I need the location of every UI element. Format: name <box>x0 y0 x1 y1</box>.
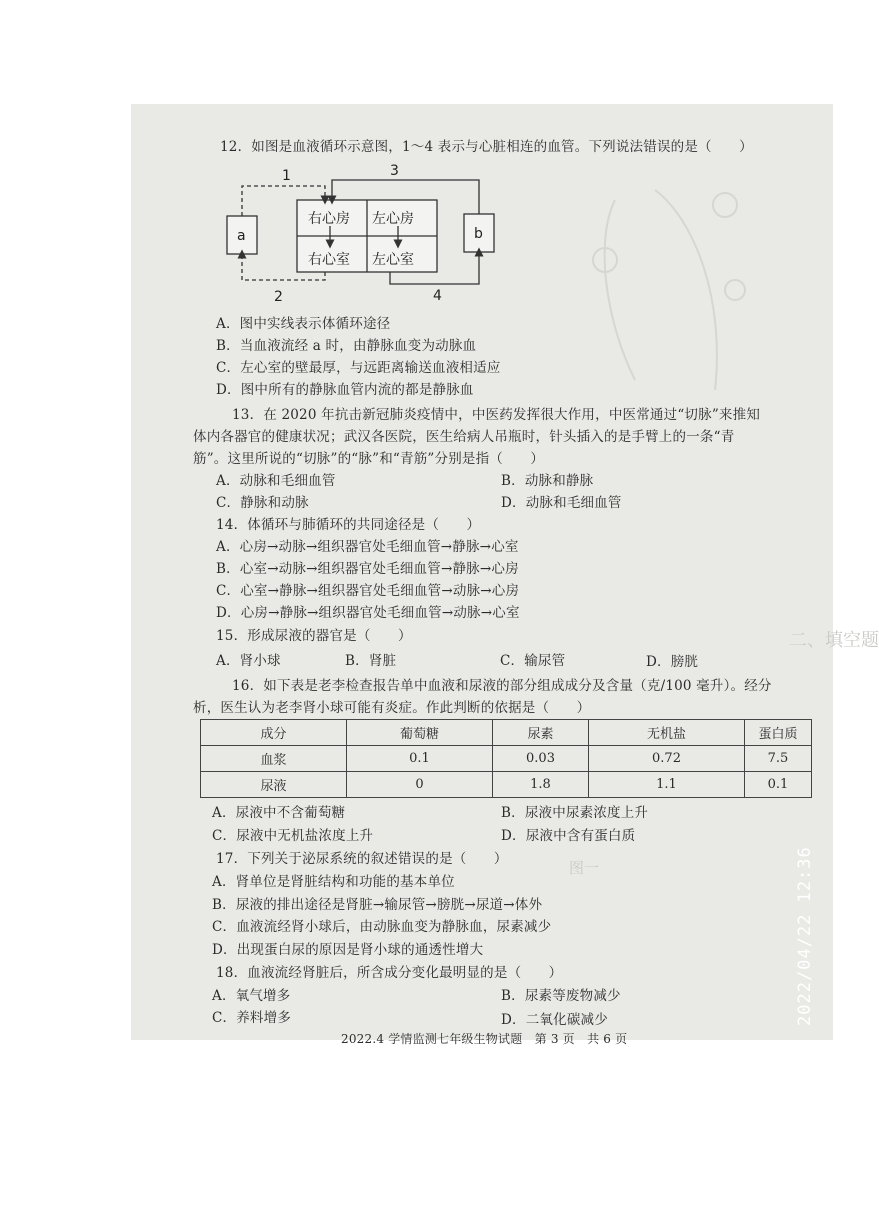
vessel-4-label: 4 <box>433 288 442 304</box>
q13-option-c: C．静脉和动脉 <box>216 495 309 511</box>
table-cell: 0 <box>347 772 493 798</box>
q16-line-2: 析，医生认为老李肾小球可能有炎症。作此判断的依据是（ ） <box>193 700 591 716</box>
q14-option-c: C．心室→静脉→组织器官处毛细血管→动脉→心房 <box>216 583 520 599</box>
q14-stem: 14．体循环与肺循环的共同途径是（ ） <box>216 517 481 533</box>
q13-option-b: B．动脉和静脉 <box>501 473 594 489</box>
chamber-right-ventricle: 右心室 <box>308 252 350 268</box>
chamber-left-atrium: 左心房 <box>372 211 414 227</box>
table-cell: 7.5 <box>745 746 812 772</box>
table-header-cell: 无机盐 <box>589 720 745 746</box>
vessel-1-label: 1 <box>282 168 291 184</box>
table-header-cell: 尿素 <box>493 720 589 746</box>
q18-option-d: D．二氧化碳减少 <box>501 1012 608 1028</box>
table-cell: 0.1 <box>745 772 812 798</box>
q12-option-b: B．当血液流经 a 时，由静脉血变为动脉血 <box>216 338 477 354</box>
q17-stem: 17．下列关于泌尿系统的叙述错误的是（ ） <box>216 851 508 867</box>
q12-option-a: A．图中实线表示体循环途径 <box>216 316 391 332</box>
table-cell: 血浆 <box>201 746 347 772</box>
q14-option-b: B．心室→动脉→组织器官处毛细血管→静脉→心房 <box>216 561 519 577</box>
q15-option-d: D．膀胱 <box>646 654 699 670</box>
table-cell: 1.8 <box>493 772 589 798</box>
page-footer-clip <box>131 1030 833 1046</box>
table-cell: 0.72 <box>589 746 745 772</box>
table-cell: 尿液 <box>201 772 347 798</box>
q13-option-a: A．动脉和毛细血管 <box>216 473 336 489</box>
q12-option-c: C．左心室的壁最厚，与远距离输送血液相适应 <box>216 360 501 376</box>
q16-option-b: B．尿液中尿素浓度上升 <box>501 805 649 821</box>
blood-urine-table <box>200 719 812 798</box>
table-header-cell: 葡萄糖 <box>347 720 493 746</box>
q17-option-a: A．肾单位是肾脏结构和功能的基本单位 <box>212 874 455 890</box>
q18-option-b: B．尿素等废物减少 <box>501 988 621 1004</box>
q13-line-2: 体内各器官的健康状况；武汉各医院，医生给病人吊瓶时，针头插入的是手臂上的一条“青 <box>193 429 735 445</box>
bleed-through-kidney-sketch <box>575 180 775 420</box>
q13-option-d: D．动脉和毛细血管 <box>501 495 622 511</box>
chamber-left-ventricle: 左心室 <box>372 252 414 268</box>
timestamp-text: 2022/04/22 12:36 <box>795 846 815 1026</box>
table-header-cell: 成分 <box>201 720 347 746</box>
q18-stem: 18．血液流经肾脏后，所含成分变化最明显的是（ ） <box>216 965 563 981</box>
organ-a-label: a <box>237 228 246 244</box>
q15-option-c: C．输尿管 <box>500 653 566 669</box>
chamber-right-atrium: 右心房 <box>308 211 350 227</box>
q15-option-b: B．肾脏 <box>345 653 397 669</box>
table-row <box>201 772 812 798</box>
q14-option-d: D．心房→静脉→组织器官处毛细血管→动脉→心室 <box>216 605 520 621</box>
q15-stem: 15．形成尿液的器官是（ ） <box>216 628 412 644</box>
bleed-figure-label: 图一 <box>569 859 600 877</box>
bleed-heading: 二、填空题 <box>789 630 879 651</box>
photo-timestamp <box>791 846 815 1028</box>
q16-option-d: D．尿液中含有蛋白质 <box>501 828 636 844</box>
q16-option-c: C．尿液中无机盐浓度上升 <box>212 828 374 844</box>
q17-option-b: B．尿液的排出途径是肾脏→输尿管→膀胱→尿道→体外 <box>212 897 543 913</box>
table-row <box>201 746 812 772</box>
organ-b-label: b <box>474 226 483 242</box>
table-cell: 0.1 <box>347 746 493 772</box>
q12-option-d: D．图中所有的静脉血管内流的都是静脉血 <box>216 382 474 398</box>
q14-option-a: A．心房→动脉→组织器官处毛细血管→静脉→心室 <box>216 539 519 555</box>
table-cell: 1.1 <box>589 772 745 798</box>
q13-line-1: 13．在 2020 年抗击新冠肺炎疫情中，中医药发挥很大作用，中医常通过“切脉”来推知 <box>232 407 761 423</box>
table-header-row <box>201 720 812 746</box>
vessel-2-label: 2 <box>274 289 283 305</box>
q18-option-c: C．养料增多 <box>212 1010 292 1026</box>
q12-stem: 12．如图是血液循环示意图，1～4 表示与心脏相连的血管。下列说法错误的是（ ） <box>220 139 753 155</box>
q18-option-a: A．氧气增多 <box>212 988 291 1004</box>
q17-option-c: C．血液流经肾小球后，由动脉血变为静脉血，尿素减少 <box>212 919 552 935</box>
vessel-3-label: 3 <box>390 163 399 179</box>
page-footer: 2022.4 学情监测七年级生物试题 第 3 页 共 6 页 <box>341 1032 628 1046</box>
q13-line-3: 筋”。这里所说的“切脉”的“脉”和“青筋”分别是指（ ） <box>193 451 545 467</box>
q16-option-a: A．尿液中不含葡萄糖 <box>212 805 346 821</box>
table-header-cell: 蛋白质 <box>745 720 812 746</box>
blood-circulation-diagram <box>220 160 500 310</box>
table-cell: 0.03 <box>493 746 589 772</box>
q17-option-d: D．出现蛋白尿的原因是肾小球的通透性增大 <box>212 942 484 958</box>
q16-line-1: 16．如下表是老李检查报告单中血液和尿液的部分组成成分及含量（克/100 毫升）。经分 <box>232 678 772 694</box>
q15-option-a: A．肾小球 <box>216 653 281 669</box>
